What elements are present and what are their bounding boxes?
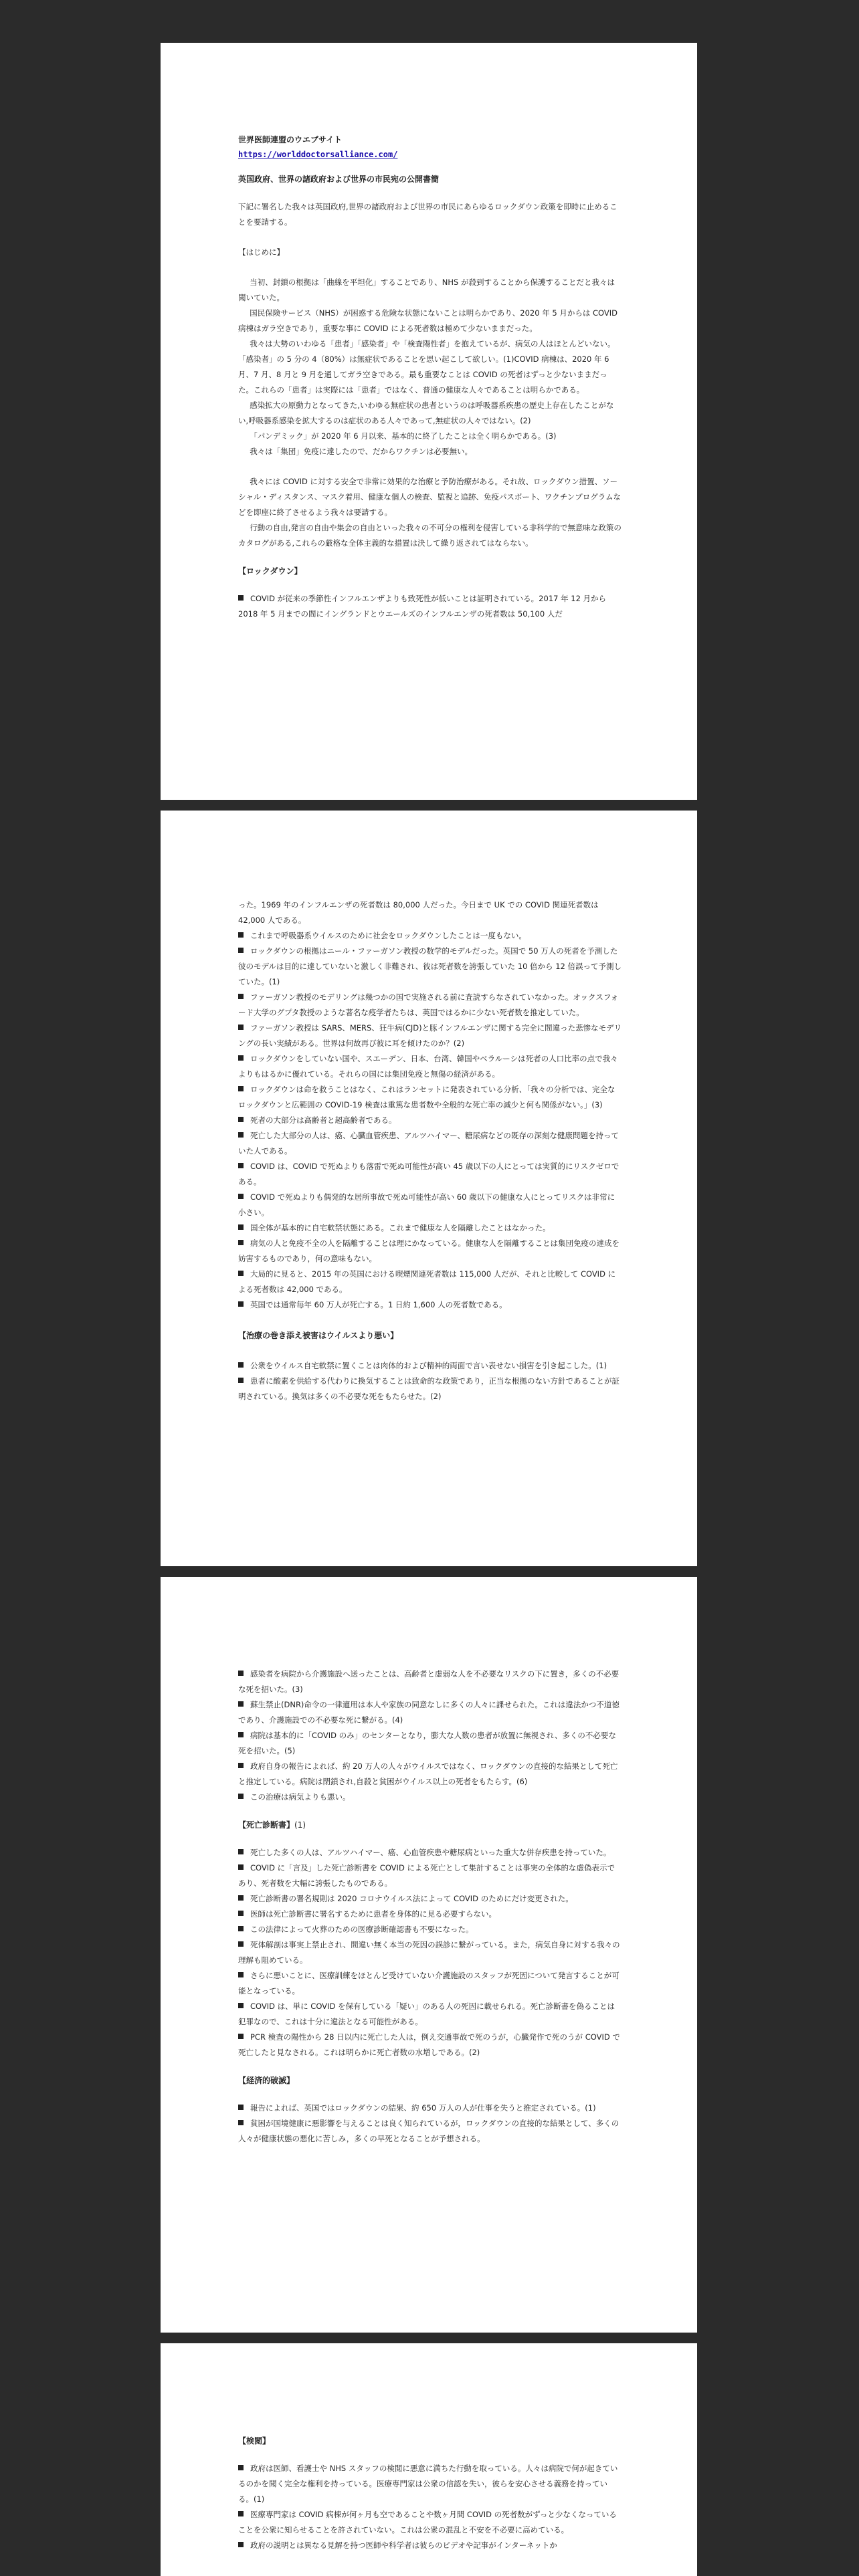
list-item: COVID は、単に COVID を保有している「疑い」のある人の死因に載せられる。死亡診断書を偽ることは犯罪なので、これは十分に違法となる可能性がある。 bbox=[238, 2002, 615, 2026]
bullet-square-icon bbox=[238, 1240, 244, 1245]
bullet-square-icon bbox=[238, 1362, 244, 1368]
list-item: ファーガソン教授のモデリングは幾つかの国で実施される前に査読すらなされていなかった。オックスフォード大学のグプタ教授のような著名な疫学者たちは、英国ではるかに少ない死者数を推定していた。 bbox=[238, 992, 619, 1017]
section-heading-censorship: 【検閲】 bbox=[238, 2436, 271, 2446]
bullet-square-icon bbox=[238, 2034, 244, 2039]
bullet-square-icon bbox=[238, 1163, 244, 1168]
site-title: 世界医師連盟のウエブサイト bbox=[238, 135, 343, 144]
list-item: 政府自身の報告によれば、約 20 万人の人々がウイルスではなく、ロックダウンの直接的な結果として死亡と推定している。病院は閉鎖され,自殺と貧困がウイルス以上の死者をもたらす。(6) bbox=[238, 1761, 618, 1786]
document-title: 英国政府、世界の諸政府および世界の市民宛の公開書簡 bbox=[238, 175, 440, 184]
document-page-2 bbox=[161, 811, 697, 1566]
list-item: 死亡した多くの人は、アルツハイマー、癌、心血管疾患や糖尿病といった重大な併存疾患を持っていた。 bbox=[238, 1845, 622, 1860]
bullet-square-icon bbox=[238, 1763, 244, 1768]
list-item: 死体解剖は事実上禁止され、間違い無く本当の死因の誤診に繋がっている。また，病気自身に対する我々の理解も阻めている。 bbox=[238, 1940, 620, 1965]
document-page-4 bbox=[161, 2343, 697, 2576]
paragraph: 国民保険サービス（NHS）が困惑する危険な状態にないことは明らかであり、2020 年 5 月からは COVID 病棟はガラ空きであり，重要な事に COVID による死者数は極めて少ないままだった。 bbox=[238, 308, 617, 333]
list-item: 医療専門家は COVID 病棟が何ヶ月も空であることや数ヶ月間 COVID の死者数がずっと少なくなっていることを公衆に知らせることを許されていない。これは公衆の混乱と不安を不必要に高めている。 bbox=[238, 2510, 617, 2535]
section-heading-collateral: 【治療の巻き添え被害はウイルスより悪い】 bbox=[238, 1331, 399, 1340]
paragraph: 行動の自由,発言の自由や集会の自由といった我々の不可分の権利を侵害している非科学的で無意味な政策のカタログがある,これらの厳格な全体主義的な措置は決して繰り返されてはならない。 bbox=[238, 523, 622, 548]
bullet-square-icon bbox=[238, 1941, 244, 1947]
bullet-square-icon bbox=[238, 2003, 244, 2008]
list-item: COVID が従来の季節性インフルエンザよりも致死性が低いことは証明されている。2017 年 12 月から 2018 年 5 月までの間にイングランドとウエールズのインフルエンザの死者数は 50,100 人だ bbox=[238, 594, 607, 619]
list-item: ロックダウンの根拠はニール・ファーガソン教授の数学的モデルだった。英国で 50 万人の死者を予測した彼のモデルは目的に達していないと激しく非難され、彼は死者数を誇張していた 10 倍から 12 倍誤って予測していた。(1) bbox=[238, 946, 622, 986]
list-item: 政府の説明とは異なる見解を持つ医師や科学者は彼らのビデオや記事がインターネットか bbox=[238, 2538, 622, 2553]
section-heading-lockdown: 【ロックダウン】 bbox=[238, 566, 302, 576]
list-item: COVID は、COVID で死ぬよりも落雷で死ぬ可能性が高い 45 歳以下の人にとっては実質的にリスクゼロである。 bbox=[238, 1162, 619, 1186]
site-url-link[interactable]: https://worlddoctorsalliance.com/ bbox=[238, 150, 398, 159]
list-item: ロックダウンをしていない国や、スエーデン、日本、台湾、韓国やベラルーシは死者の人口比率の点で我々よりもはるかに優れている。それらの国には集団免疫と無傷の経済がある。 bbox=[238, 1054, 618, 1079]
bullet-square-icon bbox=[238, 2120, 244, 2125]
list-item: 死亡した大部分の人は、癌、心臓血管疾患、アルツハイマー、糖尿病などの既存の深刻な健康問題を持っていた人である。 bbox=[238, 1131, 619, 1156]
paragraph: 「パンデミック」が 2020 年 6 月以来、基本的に終了したことは全く明らかである。(3) bbox=[250, 431, 557, 441]
list-item: 死者の大部分は高齢者と超高齢者である。 bbox=[238, 1113, 622, 1128]
list-item: 感染者を病院から介護施設へ送ったことは、高齢者と虚弱な人を不必要なリスクの下に置き，多くの不必要な死を招いた。(3) bbox=[238, 1669, 619, 1694]
intro-paragraph: 下記に署名した我々は英国政府,世界の諸政府および世界の市民にあらゆるロックダウン政策を即時に止めることを要請する。 bbox=[238, 202, 617, 227]
bullet-square-icon bbox=[238, 1732, 244, 1737]
list-item: これまで呼吸器系ウイルスのために社会をロックダウンしたことは一度もない。 bbox=[238, 928, 622, 944]
bullet-square-icon bbox=[238, 1926, 244, 1931]
document-page-3 bbox=[161, 1577, 697, 2333]
list-item: 大局的に見ると、2015 年の英国における喫煙関連死者数は 115,000 人だが、それと比較して COVID による死者数は 42,000 である。 bbox=[238, 1269, 616, 1294]
bullet-square-icon bbox=[238, 932, 244, 938]
bullet-square-icon bbox=[238, 1701, 244, 1707]
list-item: COVID に「言及」した死亡診断書を COVID による死亡として集計することは事実の全体的な虚偽表示であり、死者数を大幅に誇張したものである。 bbox=[238, 1863, 615, 1888]
bullet-square-icon bbox=[238, 1055, 244, 1061]
section-heading-economic: 【経済的破滅】 bbox=[238, 2076, 295, 2085]
list-item: さらに悪いことに、医療訓練をほとんど受けていない介護施設のスタッフが死因について発言することが可能となっている。 bbox=[238, 1971, 619, 1996]
bullet-square-icon bbox=[238, 1864, 244, 1870]
bullet-square-icon bbox=[238, 1271, 244, 1276]
list-item: 病院は基本的に「COVID のみ」のセンターとなり，膨大な人数の患者が放置に無視され、多くの不必要な死を招いた。(5) bbox=[238, 1731, 616, 1755]
paragraph: 我々には COVID に対する安全で非常に効果的な治療と予防治療がある。それ故、ロックダウン措置、ソーシャル・ディスタンス、マスク着用、健康な個人の検査、監視と追跡、免疫パスポート、ワクチンプログラムなどを即座に終了させるよう我々は要請する。 bbox=[238, 477, 622, 517]
paragraph: 我々は「集団」免疫に達したので、だからワクチンは必要無い。 bbox=[250, 447, 472, 456]
list-item: 病気の人と免疫不全の人を隔離することは理にかなっている。健康な人を隔離することは集団免疫の達成を妨害するものであり，何の意味もない。 bbox=[238, 1239, 619, 1263]
list-item: ファーガソン教授は SARS、MERS、狂牛病(CJD)と豚インフルエンザに関する完全に間違った悲惨なモデリングの長い実績がある。世界は何故再び彼に耳を傾けたのか？(2) bbox=[238, 1023, 622, 1048]
list-item: 蘇生禁止(DNR)命令の一律適用は本人や家族の同意なしに多くの人々に課せられた。これは違法かつ不道徳であり、介護施設での不必要な死に繋がる。(4) bbox=[238, 1700, 619, 1725]
list-item: PCR 検査の陽性から 28 日以内に死亡した人は，例え交通事故で死のうが，心臓発作で死のうが COVID で死亡したと見なされる。これは明らかに死亡者数の水増しである。(2) bbox=[238, 2032, 620, 2057]
bullet-square-icon bbox=[238, 1025, 244, 1030]
bullet-square-icon bbox=[238, 2542, 244, 2547]
paragraph: 感染拡大の原動力となってきた,いわゆる無症状の患者というのは呼吸器系疾患の歴史上存在したことがない,呼吸器系感染を拡大するのは症状のある人々であって,無症状の人々ではない。(2) bbox=[238, 401, 614, 425]
bullet-square-icon bbox=[238, 1378, 244, 1383]
list-item: 国全体が基本的に自宅軟禁状態にある。これまで健康な人を隔離したことはなかった。 bbox=[238, 1220, 622, 1236]
section-heading-death-certificates: 【死亡診断書】(1) bbox=[238, 1820, 306, 1830]
paragraph: 当初、封鎖の根拠は「曲線を平坦化」することであり、NHS が殺到することから保護することだと我々は聞いていた。 bbox=[238, 278, 615, 302]
list-item: COVID で死ぬよりも偶発的な居所事故で死ぬ可能性が高い 60 歳以下の健康な人にとってリスクは非常に小さい。 bbox=[238, 1192, 615, 1217]
list-item: 英国では通常毎年 60 万人が死亡する。1 日約 1,600 人の死者数である。 bbox=[238, 1297, 622, 1313]
bullet-square-icon bbox=[238, 948, 244, 953]
list-item: 報告によれば、英国ではロックダウンの結果、約 650 万人の人が仕事を失うと推定されている。(1) bbox=[238, 2101, 622, 2116]
paragraph: 我々は大勢のいわゆる「患者」「感染者」や「検査陽性者」を抱えているが、病気の人はほとんどいない。「感染者」の 5 分の 4（80%）は無症状であることを思い起こして欲しい。(1)COVID 病棟は、2020 年 6 月、7 月、8 月と 9 月を通してガラ空きである。最も重要なことは COVID の死者はずっと少ないままだった。これらの「患者」は実際には「患者」ではなく、普通の健康な人々であることは明らかである。 bbox=[238, 339, 615, 395]
list-item: この法律によって火葬のための医療診断確認書も不要になった。 bbox=[238, 1922, 622, 1937]
document-page-1 bbox=[161, 43, 697, 800]
bullet-square-icon bbox=[238, 595, 244, 601]
list-item: ロックダウンは命を救うことはなく、これはランセットに発表されている分析、「我々の分析では、完全なロックダウンと広範囲の COVID-19 検査は重篤な患者数や全般的な死亡率の減少と何も関係がない。」(3) bbox=[238, 1085, 615, 1109]
bullet-square-icon bbox=[238, 1132, 244, 1138]
section-heading-hajimeni: 【はじめに】 bbox=[238, 247, 284, 257]
continuation-text: った。1969 年のインフルエンザの死者数は 80,000 人だった。今日まで UK での COVID 関連死者数は 42,000 人である。 bbox=[238, 900, 599, 925]
bullet-square-icon bbox=[238, 2105, 244, 2110]
list-item: 貧困が国境健康に悪影響を与えることは良く知られているが，ロックダウンの直接的な結果として、多くの人々が健康状態の悪化に苦しみ，多くの早死となることが予想される。 bbox=[238, 2119, 619, 2143]
bullet-square-icon bbox=[238, 1911, 244, 1916]
bullet-square-icon bbox=[238, 1972, 244, 1977]
bullet-square-icon bbox=[238, 2511, 244, 2516]
bullet-square-icon bbox=[238, 1194, 244, 1199]
bullet-square-icon bbox=[238, 1671, 244, 1676]
list-item: 患者に酸素を供給する代わりに換気することは致命的な政策であり，正当な根拠のない方針であることが証明されている。換気は多くの不必要な死をもたらせた。(2) bbox=[238, 1376, 619, 1401]
bullet-square-icon bbox=[238, 1849, 244, 1854]
bullet-square-icon bbox=[238, 1224, 244, 1230]
list-item: 医師は死亡診断書に署名するために患者を身体的に見る必要すらない。 bbox=[238, 1907, 622, 1922]
list-item: 公衆をウイルス自宅軟禁に置くことは肉体的および精神的両面で言い表せない損害を引き起こした。(1) bbox=[238, 1358, 622, 1374]
bullet-square-icon bbox=[238, 994, 244, 999]
bullet-square-icon bbox=[238, 1117, 244, 1122]
list-item: 死亡診断書の署名規則は 2020 コロナウイルス法によって COVID のためにだけ変更された。 bbox=[238, 1891, 622, 1907]
bullet-square-icon bbox=[238, 1301, 244, 1307]
list-item: この治療は病気よりも悪い。 bbox=[238, 1790, 622, 1805]
bullet-square-icon bbox=[238, 1895, 244, 1901]
bullet-square-icon bbox=[238, 2465, 244, 2470]
bullet-square-icon bbox=[238, 1794, 244, 1799]
bullet-square-icon bbox=[238, 1086, 244, 1091]
list-item: 政府は医師、看護士や NHS スタッフの検閲に悪意に満ちた行動を取っている。人々は病院で何が起きているのかを聞く完全な権利を持っている。医療専門家は公衆の信認を失い，彼らを安心させる義務を持っている。(1) bbox=[238, 2464, 618, 2504]
